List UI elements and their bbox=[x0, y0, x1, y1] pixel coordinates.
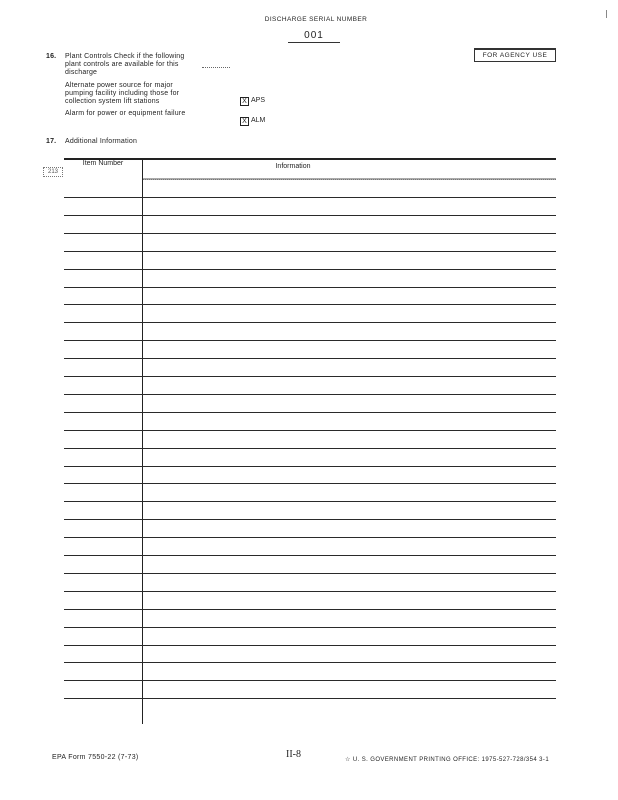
column-header-item-number: Item Number bbox=[82, 160, 124, 167]
table-row bbox=[64, 340, 556, 341]
table-row bbox=[64, 698, 556, 699]
section-17-text: Additional Information bbox=[65, 138, 138, 145]
table-row bbox=[64, 645, 556, 646]
form-number: EPA Form 7550-22 (7-73) bbox=[52, 754, 139, 761]
table-row bbox=[64, 197, 556, 198]
table-row bbox=[64, 448, 556, 449]
table-row bbox=[64, 483, 556, 484]
table-row bbox=[64, 537, 556, 538]
table-row bbox=[64, 322, 556, 323]
table-row bbox=[64, 430, 556, 431]
alm-code: ALM bbox=[251, 117, 266, 124]
aps-code: APS bbox=[251, 97, 266, 104]
table-row bbox=[64, 251, 556, 252]
discharge-serial-label: DISCHARGE SERIAL NUMBER bbox=[264, 16, 368, 23]
alternate-power-label: Alternate power source for major pumping facility including those for collection system lift stations bbox=[65, 82, 180, 105]
table-row bbox=[64, 358, 556, 359]
page-number: II-8 bbox=[286, 749, 301, 760]
printing-office-note: ☆ U. S. GOVERNMENT PRINTING OFFICE: 1975-527-728/354 3-1 bbox=[345, 757, 550, 763]
table-row bbox=[64, 680, 556, 681]
column-header-information: Information bbox=[275, 163, 311, 170]
aps-checkbox[interactable]: X bbox=[240, 97, 249, 106]
alarm-label: Alarm for power or equipment failure bbox=[65, 110, 186, 117]
table-row bbox=[64, 519, 556, 520]
section-16-text: Plant Controls Check if the following plant controls are available for this discharge bbox=[65, 53, 185, 76]
table-row bbox=[64, 376, 556, 377]
table-row bbox=[64, 609, 556, 610]
table-row bbox=[64, 287, 556, 288]
table-row bbox=[64, 662, 556, 663]
table-row bbox=[64, 304, 556, 305]
table-row bbox=[64, 627, 556, 628]
alm-checkbox[interactable]: X bbox=[240, 117, 249, 126]
section-16-number: 16. bbox=[46, 53, 57, 60]
header-rule bbox=[143, 178, 556, 180]
margin-mark bbox=[606, 10, 607, 18]
column-divider bbox=[142, 158, 143, 724]
serial-underline bbox=[288, 42, 340, 43]
table-row bbox=[64, 573, 556, 574]
agency-use-box: FOR AGENCY USE bbox=[474, 48, 556, 62]
table-row bbox=[64, 591, 556, 592]
table-row bbox=[64, 394, 556, 395]
table-row bbox=[64, 555, 556, 556]
table-row bbox=[64, 501, 556, 502]
table-row bbox=[64, 466, 556, 467]
table-row bbox=[64, 215, 556, 216]
table-row bbox=[64, 269, 556, 270]
table-row bbox=[64, 233, 556, 234]
discharge-serial-value: 001 bbox=[304, 30, 324, 41]
stamp-mark bbox=[202, 60, 230, 68]
information-table bbox=[64, 158, 556, 726]
section-17-number: 17. bbox=[46, 138, 57, 145]
table-row bbox=[64, 412, 556, 413]
section-code: 213 bbox=[43, 167, 63, 177]
